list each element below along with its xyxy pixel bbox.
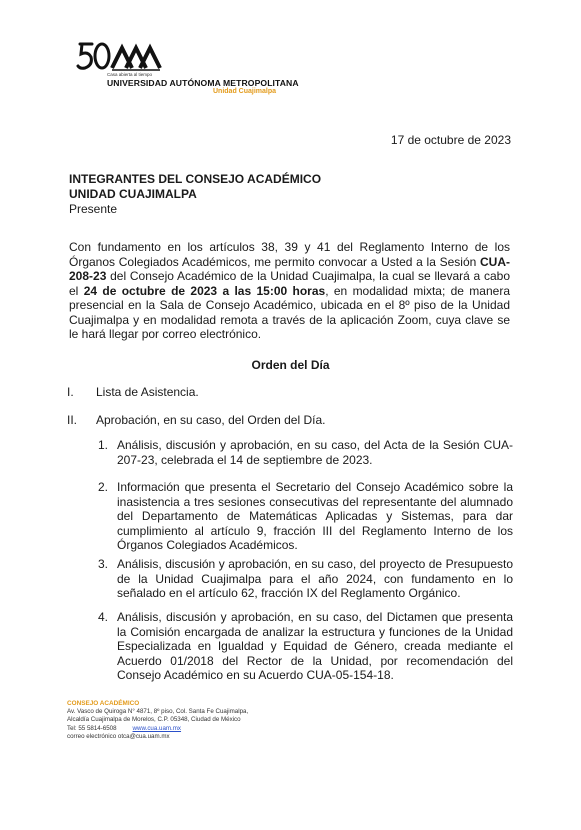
session-datetime: 24 de octubre de 2023 a las 15:00 horas: [83, 283, 326, 298]
recipient-block: [69, 172, 321, 217]
recipient-line-1: INTEGRANTES DEL CONSEJO ACADÉMICO: [69, 172, 322, 186]
university-name: UNIVERSIDAD AUTÓNOMA METROPOLITANA: [107, 78, 299, 88]
agenda-item-text: Aprobación, en su caso, del Orden del Día.: [96, 413, 326, 427]
agenda-subitem-text: Análisis, discusión y aprobación, en su caso, del proyecto de Presupuesto de la Unidad Cuajimalpa para el año 2024, con fundamento en lo señalado en el artículo 62, fracción IX del Reglamento Orgánico.: [117, 557, 513, 600]
letterhead: [76, 40, 299, 100]
footer-address-1: Av. Vasco de Quiroga N° 4871, 8º piso, Col. Santa Fe Cuajimalpa,: [67, 708, 249, 716]
uam-50-logo-icon: [76, 40, 166, 76]
session-code: CUA-208-23: [69, 254, 510, 283]
footer-address-2: Alcaldía Cuajimalpa de Morelos, C.P. 05348, Ciudad de México: [67, 716, 241, 724]
agenda-item-number: I.: [67, 385, 74, 399]
agenda-subitem-number: 4.: [98, 610, 109, 624]
intro-paragraph: [69, 240, 510, 342]
agenda-item-number: II.: [67, 413, 78, 427]
footer-website-link[interactable]: www.cua.uam.mx: [132, 724, 182, 732]
footer-contact: [67, 725, 248, 733]
footer-email: correo electrónico otca@cua.uam.mx: [67, 732, 170, 740]
letterhead-tagline: Casa abierta al tiempo: [107, 72, 153, 77]
agenda-subitem-number: 1.: [98, 438, 109, 452]
agenda-subitem-number: 2.: [98, 480, 109, 494]
letter-date: 17 de octubre de 2023: [390, 133, 511, 147]
footer: [67, 700, 248, 741]
agenda-subitem-number: 3.: [98, 557, 109, 571]
intro-text-1: Con fundamento en los artículos 38, 39 y 41 del Reglamento Interno de los Órganos Colegiados Académicos, me permito convocar a Usted a la Sesión: [69, 240, 510, 269]
unit-name: Unidad Cuajimalpa: [213, 88, 277, 95]
intro-text-3: , en modalidad mixta; de manera presencial en la Sala de Consejo Académico, ubicada en el 8º piso de la Unidad Cuajimalpa y en modalidad remota a través de la aplicación Zoom, cuya clave se le hará llegar por correo electrónico.: [69, 283, 510, 341]
agenda-item-text: Lista de Asistencia.: [96, 385, 199, 399]
footer-org: CONSEJO ACADÉMICO: [67, 700, 140, 707]
footer-tel: Tel: 55 5814-6508: [67, 724, 117, 732]
recipient-line-2: UNIDAD CUAJIMALPA: [69, 187, 197, 201]
agenda-subitem-text: Análisis, discusión y aprobación, en su caso, del Dictamen que presenta la Comisión encargada de analizar la estructura y funciones de la Unidad Especializada en Igualdad y Equidad de Género, creada mediante el Acuerdo 01/2018 del Rector de la Unidad, por recomendación del Consejo Académico en su Acuerdo CUA-05-154-18.: [117, 610, 513, 682]
intro-text-2: del Consejo Académico de la Unidad Cuajimalpa, la cual se llevará a cabo el: [69, 269, 510, 298]
agenda-subitem-text: Información que presenta el Secretario del Consejo Académico sobre la inasistencia a tres sesiones consecutivas del representante del alumnado del Departamento de Matemáticas Aplicadas y Sistemas, para dar cumplimiento al artículo 9, fracción III del Reglamento Interno de los Órganos Colegiados Académicos.: [117, 480, 513, 552]
recipient-line-3: Presente: [69, 202, 118, 216]
agenda-title: Orden del Día: [251, 358, 330, 372]
agenda-subitem-text: Análisis, discusión y aprobación, en su caso, del Acta de la Sesión CUA-207-23, celebrada el 14 de septiembre de 2023.: [117, 438, 513, 467]
